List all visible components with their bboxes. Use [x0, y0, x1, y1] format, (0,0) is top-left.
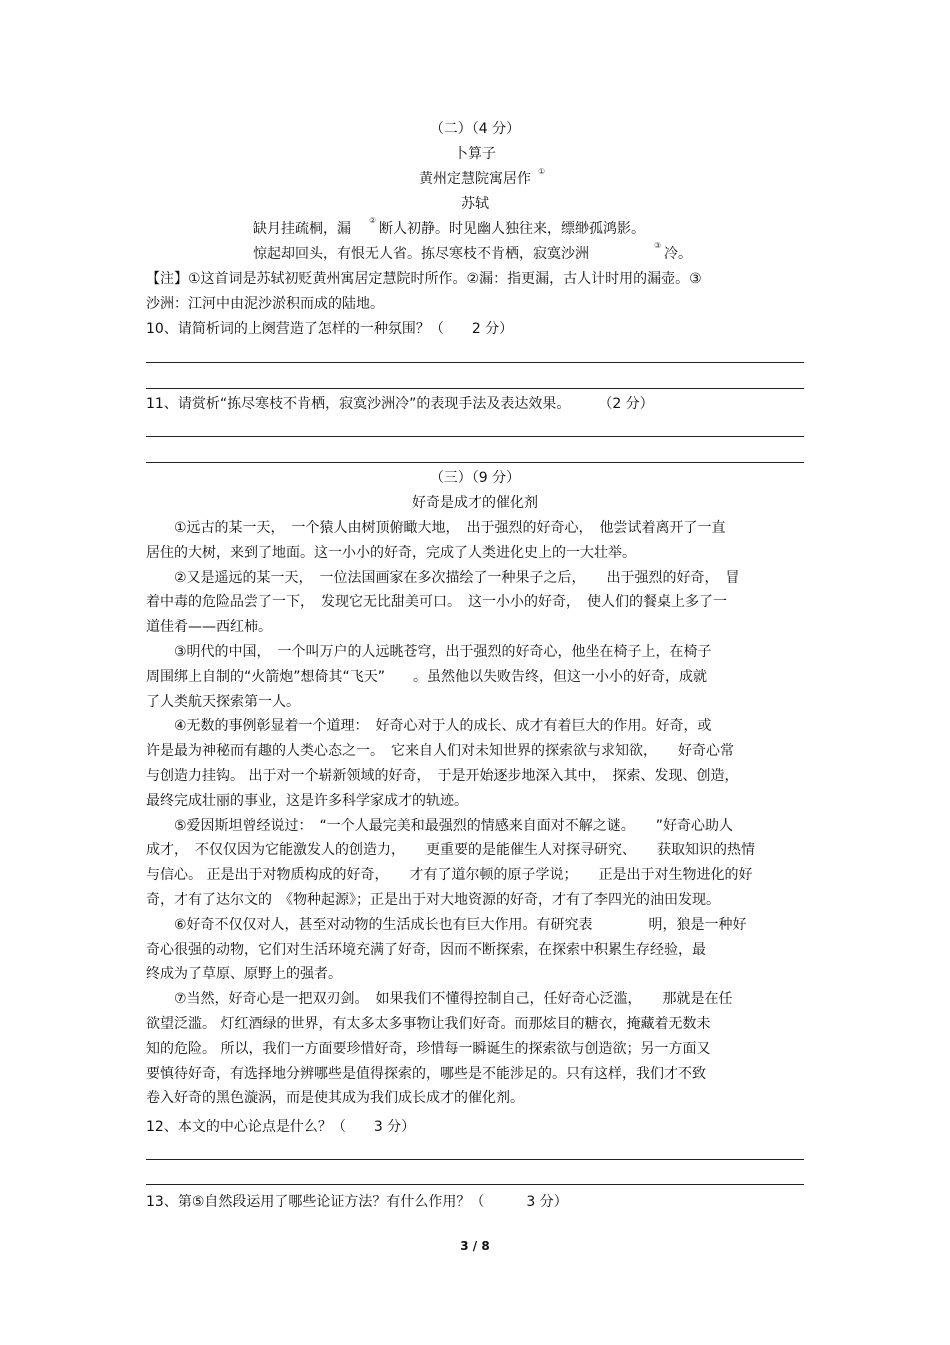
answer-line [146, 388, 804, 389]
poem-author: 苏轼 [461, 196, 489, 212]
essay-line: 奇，才有了达尔文的 《物种起源》；正是出于对大地资源的好奇，才有了李四光的油田发现。 [146, 892, 720, 908]
essay-line: 着中毒的危险品尝了一下， 发现它无比甜美可口。 这一小小的好奇， 使人们的餐桌上多了一 [146, 594, 727, 610]
essay-line: 道佳肴——西红柿。 [146, 619, 272, 635]
essay-line: ⑦当然，好奇心是一把双刃剑。 如果我们不懂得控制自己，任好奇心泛滥， 那就是在任 [146, 991, 733, 1007]
essay-line: 奇心很强的动物，它们对生活环境充满了好奇，因而不断探索，在探索中积累生存经验，最 [146, 942, 706, 958]
footnote-marker-1: ① [538, 167, 546, 176]
answer-line [146, 462, 804, 463]
question-11: 11、请赏析“拣尽寒枝不肯栖，寂寞沙洲冷”的表现手法及表达效果。 （2 分） [146, 396, 654, 412]
answer-line [146, 436, 804, 437]
essay-line: ③明代的中国， 一个叫万户的人远眺苍穹，出于强烈的好奇心，他坐在椅子上，在椅子 [146, 644, 712, 660]
essay-line: ①远古的某一天， 一个猿人由树顶俯瞰大地， 出于强烈的好奇心， 他尝试着离开了一直 [146, 520, 726, 536]
poem-subtitle: 黄州定慧院寓居作 [419, 171, 531, 187]
page-number: 3 / 8 [460, 1239, 490, 1253]
essay-line: 要慎待好奇，有选择地分辨哪些是值得探索的，哪些是不能涉足的。只有这样，我们才不致 [146, 1066, 706, 1082]
essay-line: ⑥好奇不仅仅对人，甚至对动物的生活成长也有巨大作用。有研究表 明，狼是一种好 [146, 917, 747, 933]
footnote-marker-3: ③ [654, 241, 662, 250]
poem-line-2a: 惊起却回头，有恨无人省。拣尽寒枝不肯栖，寂寞沙洲 [253, 246, 589, 262]
section2-heading: （二）（4 分） [429, 121, 521, 137]
question-13: 13、第⑤自然段运用了哪些论证方法？有什么作用？（ 3 分） [146, 1194, 568, 1210]
essay-line: 最终完成壮丽的事业，这是许多科学家成才的轨迹。 [146, 793, 468, 809]
essay-line: 与创造力挂钩。 出于对一个崭新领域的好奇， 于是开始逐步地深入其中， 探索、发现、创造， [146, 768, 739, 784]
section3-heading: （三）（9 分） [429, 470, 521, 486]
question-12: 12、本文的中心论点是什么？（ 3 分） [146, 1119, 416, 1135]
poem-notes-line-2: 沙洲：江河中由泥沙淤积而成的陆地。 [146, 296, 384, 312]
essay-title: 好奇是成才的催化剂 [412, 495, 538, 511]
poem-line-1a: 缺月挂疏桐，漏 [253, 221, 351, 237]
answer-line [146, 362, 804, 363]
poem-title: 卜算子 [454, 146, 496, 162]
essay-line: ⑤爱因斯坦曾经说过： “一个人最完美和最强烈的情感来自面对不解之谜。 ”好奇心助人 [146, 818, 734, 834]
essay-line: ④无数的事例彰显着一个道理： 好奇心对于人的成长、成才有着巨大的作用。好奇，或 [146, 718, 712, 734]
essay-line: 知的危险。 所以，我们一方面要珍惜好奇，珍惜每一瞬诞生的探索欲与创造欲；另一方面又 [146, 1041, 711, 1057]
answer-line [146, 1184, 804, 1185]
essay-line: 与信心。 正是出于对物质构成的好奇， 才有了道尔顿的原子学说； 正是出于对生物进化的好 [146, 867, 753, 883]
essay-line: 了人类航天探索第一人。 [146, 694, 300, 710]
question-10: 10、请简析词的上阕营造了怎样的一种氛围？（ 2 分） [146, 321, 514, 337]
poem-line-2b: 冷。 [664, 246, 692, 262]
essay-line: 终成为了草原、原野上的强者。 [146, 966, 342, 982]
answer-line [146, 1159, 804, 1160]
essay-line: 卷入好奇的黑色漩涡，而是使其成为我们成长成才的催化剂。 [146, 1090, 524, 1106]
essay-line: ②又是遥远的某一天， 一位法国画家在多次描绘了一种果子之后， 出于强烈的好奇， 冒 [146, 570, 740, 586]
poem-notes-line-1: 【注】①这首词是苏轼初贬黄州寓居定慧院时所作。②漏：指更漏，古人计时用的漏壶。③ [146, 271, 702, 287]
essay-line: 成才， 不仅仅因为它能激发人的创造力， 更重要的是能催生人对探寻研究、 获取知识的热情 [146, 842, 755, 858]
poem-line-1b: 断人初静。时见幽人独往来，缥缈孤鸿影。 [379, 221, 645, 237]
footnote-marker-2: ② [369, 216, 377, 225]
essay-line: 居住的大树，来到了地面。这一小小的好奇，完成了人类进化史上的一大壮举。 [146, 545, 636, 561]
essay-line: 周围绑上自制的“火箭炮”想倚其“飞天” 。虽然他以失败告终，但这一小小的好奇，成就 [146, 669, 708, 685]
essay-line: 许是最为神秘而有趣的人类心态之一。 它来自人们对未知世界的探索欲与求知欲， 好奇心常 [146, 743, 734, 759]
essay-line: 欲望泛滥。 灯红酒绿的世界，有太多太多事物让我们好奇。而那炫目的糖衣，掩藏着无数未 [146, 1016, 711, 1032]
